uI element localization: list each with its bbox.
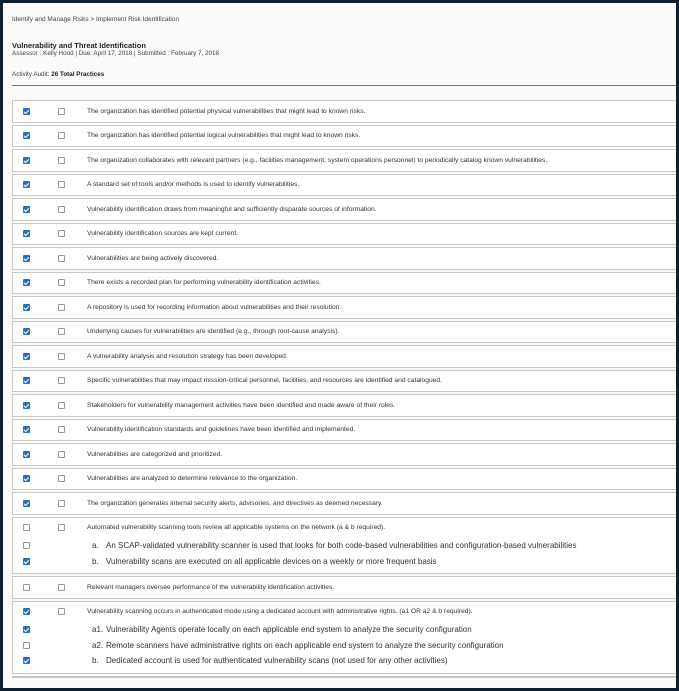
practice-checkbox-secondary[interactable] [58,353,65,360]
practice-checkbox-implemented[interactable] [23,377,30,384]
practice-row [12,174,676,197]
practice-checkbox-secondary[interactable] [58,304,65,311]
practice-row [12,223,676,246]
practice-row-partial [12,676,676,678]
practice-row [12,198,676,221]
practice-text: The organization collaborates with relevant partners (e.g., facilities management, system operations personnel) to periodically catalog known vulnerabilities. [87,156,548,164]
practice-row [12,517,676,575]
sub-practice-description: Vulnerability Agents operate locally on each applicable end system to analyze the security configuration [106,625,472,635]
practice-checkbox-implemented[interactable] [23,181,30,188]
practice-line [13,273,676,294]
sub-practice-line [13,622,676,638]
practice-row [12,296,676,319]
practice-checkbox-implemented[interactable] [23,475,30,482]
audit-label: Activity Audit: [12,71,52,78]
practice-checkbox-implemented[interactable] [23,584,30,591]
practice-checkbox-secondary[interactable] [58,328,65,335]
practice-checkbox-implemented[interactable] [23,500,30,507]
practice-checkbox-implemented[interactable] [23,328,30,335]
practice-row [12,601,676,674]
practice-row [12,419,676,442]
sub-practice-label: a2. [92,640,104,650]
practice-row [12,370,676,393]
practice-checkbox-secondary[interactable] [58,230,65,237]
practice-text: Vulnerabilities are analyzed to determine relevance to the organization. [87,475,298,483]
practice-row [12,272,676,295]
practice-line [13,297,676,318]
sub-practice-line [13,653,676,669]
practice-line [13,175,676,196]
practice-text: A standard set of tools and/or methods is used to identify vulnerabilities. [87,181,300,189]
activity-audit [12,71,104,78]
practice-row [12,394,676,417]
practice-text: A vulnerability analysis and resolution strategy has been developed. [87,352,288,360]
practice-line [13,248,676,269]
practice-checkbox-secondary[interactable] [58,451,65,458]
practice-row [12,468,676,491]
practice-checkbox-secondary[interactable] [58,524,65,531]
sub-practice-text [92,557,437,566]
practice-line [13,346,676,367]
sub-practice-text [92,541,577,550]
sub-practice-label: a1. [92,625,104,635]
practice-line [13,395,676,416]
practice-line [13,199,676,220]
practice-row [12,321,676,344]
practice-line [13,126,676,147]
practice-row [12,492,676,515]
breadcrumb[interactable]: Identify and Manage Risks > Implement Risk Identification [12,16,180,23]
sub-practice-checkbox[interactable] [23,657,30,664]
practice-line [13,101,676,122]
practice-row [12,576,676,599]
sub-practice-checkbox[interactable] [23,626,30,633]
practice-checkbox-secondary[interactable] [58,279,65,286]
practice-text: The organization generates internal security alerts, advisories, and directives as deemed necessary. [87,499,383,507]
practice-line [13,420,676,441]
practice-text: Vulnerability identification standards and guidelines have been identified and implemented. [87,426,356,434]
audit-count: 26 Total Practices [51,71,105,78]
practice-line [13,577,676,598]
practice-checkbox-implemented[interactable] [23,304,30,311]
sub-practice-description: Dedicated account is used for authenticated vulnerability scans (not used for any other activities) [106,656,448,666]
practice-checkbox-secondary[interactable] [58,108,65,115]
practice-checkbox-secondary[interactable] [58,206,65,213]
practice-text: Underlying causes for vulnerabilities are identified (e.g., through root-cause analysis). [87,328,340,336]
sub-practice-text [92,656,448,665]
practice-checkbox-implemented[interactable] [23,608,30,615]
practice-text: Vulnerability identification draws from meaningful and sufficiently disparate sources of information. [87,205,377,213]
practice-text: Vulnerabilities are categorized and prioritized. [87,450,223,458]
assessment-meta: Assessor : Kelly Hood | Due: April 17, 2018 | Submitted : February 7, 2018 [12,50,219,57]
sub-practice-label: b. [92,556,99,566]
practice-checkbox-implemented[interactable] [23,157,30,164]
practice-line [13,224,676,245]
practice-text: The organization has identified potential physical vulnerabilities that might lead to known risks. [87,107,366,115]
practice-checkbox-secondary[interactable] [58,132,65,139]
practice-checkbox-implemented[interactable] [23,206,30,213]
practice-checkbox-implemented[interactable] [23,279,30,286]
practice-line [13,322,676,343]
practice-checkbox-implemented[interactable] [23,230,30,237]
practice-row [12,443,676,466]
practice-text: There exists a recorded plan for performing vulnerability identification activities. [87,279,321,287]
practice-audit-panel [3,3,676,688]
practice-text: Relevant managers oversee performance of the vulnerability identification activities. [87,583,335,591]
practice-text: Automated vulnerability scanning tools review all applicable systems on the network (a & b required). [87,524,386,532]
sub-practice-text [92,641,504,650]
practice-row [12,247,676,270]
practice-checkbox-secondary[interactable] [58,157,65,164]
sub-practice-checkbox[interactable] [23,542,30,549]
practice-row [12,149,676,172]
sub-practice-label: a. [92,541,99,551]
practice-checkbox-implemented[interactable] [23,255,30,262]
practice-checkbox-secondary[interactable] [58,181,65,188]
sub-practice-line [13,538,676,554]
practice-line [13,493,676,514]
practice-text: Vulnerability scanning occurs in authenticated mode using a dedicated account with administrative rights. (a1 OR a2 & b required). [87,608,473,616]
practice-line [13,150,676,171]
practice-checkbox-secondary[interactable] [58,500,65,507]
practice-text: A repository is used for recording information about vulnerabilities and their resolution. [87,303,342,311]
practice-line [13,469,676,490]
practice-checkbox-secondary[interactable] [58,402,65,409]
sub-practice-description: An SCAP-validated vulnerability scanner is used that looks for both code-based vulnerabilities and configuration-based vulnerabilities [106,541,577,551]
practice-checkbox-secondary[interactable] [58,377,65,384]
practice-line [13,518,676,539]
practice-checkbox-implemented[interactable] [23,402,30,409]
practice-checkbox-secondary[interactable] [58,608,65,615]
sub-practice-description: Vulnerability scans are executed on all applicable devices on a weekly or more frequent basis [106,556,437,566]
practice-checkbox-implemented[interactable] [23,353,30,360]
practice-checkbox-implemented[interactable] [23,108,30,115]
practice-checkbox-implemented[interactable] [23,426,30,433]
practice-checkbox-secondary[interactable] [58,426,65,433]
practice-text: Stakeholders for vulnerability management activities have been identified and made aware of their roles. [87,401,396,409]
sub-practice-checkbox[interactable] [23,642,30,649]
practice-row [12,125,676,148]
sub-practice-text [92,625,472,634]
sub-practice-line [13,638,676,654]
practice-checkbox-implemented[interactable] [23,132,30,139]
practice-text: Specific vulnerabilities that may impact mission-critical personnel, facilities, and resources are identified and catalogued. [87,377,442,385]
practice-checkbox-secondary[interactable] [58,584,65,591]
practice-text: Vulnerability identification sources are kept current. [87,230,239,238]
practice-checkbox-secondary[interactable] [58,475,65,482]
sub-practice-description: Remote scanners have administrative rights on each applicable end system to analyze the security configuration [106,640,504,650]
sub-practice-line [13,554,676,570]
practice-text: Vulnerabilities are being actively discovered. [87,254,219,262]
practice-line [13,602,676,623]
sub-practice-checkbox[interactable] [23,558,30,565]
page-title: Vulnerability and Threat Identification [12,41,146,50]
practice-checkbox-implemented[interactable] [23,524,30,531]
practice-line [13,444,676,465]
practice-list [12,100,676,680]
practice-row [12,345,676,368]
practice-text: The organization has identified potential logical vulnerabilities that might lead to known risks. [87,132,361,140]
sub-practice-label: b. [92,656,99,666]
practice-line [13,371,676,392]
practice-checkbox-implemented[interactable] [23,451,30,458]
practice-row [12,100,676,123]
practice-checkbox-secondary[interactable] [58,255,65,262]
divider [12,85,676,86]
